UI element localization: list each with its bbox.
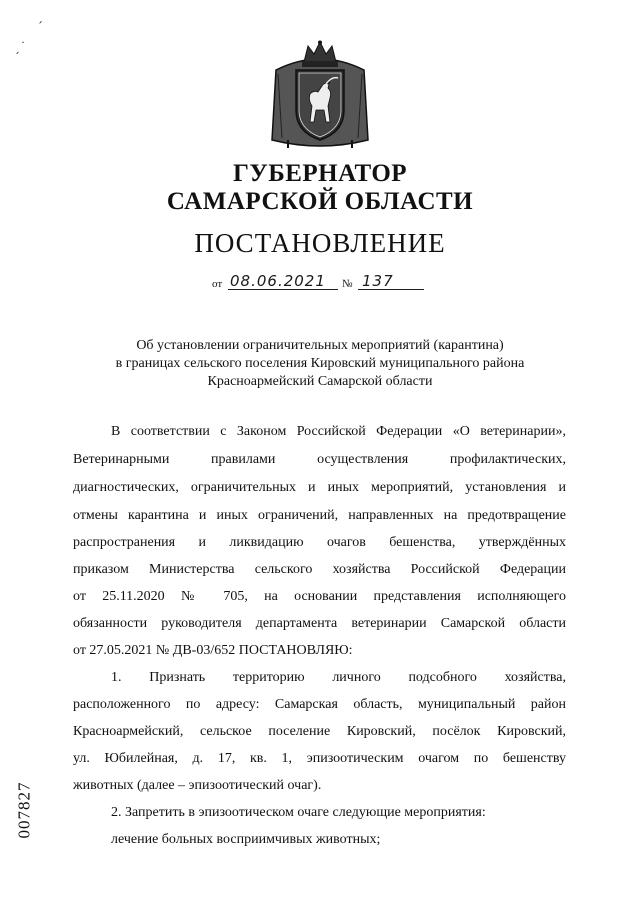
body-line: Ветеринарными правилами осуществления профилактических, [73,452,566,467]
clause-1-line: ул. Юбилейная, д. 17, кв. 1, эпизоотическим очагом по бешенству [73,751,566,766]
date-number-line [210,272,440,292]
registration-stamp [14,768,54,858]
document-type: ПОСТАНОВЛЕНИЕ [194,228,446,258]
number-prefix: № [342,278,353,290]
clause-1-line: 1. Признать территорию личного подсобного хозяйства, [111,670,566,685]
subject-line: Об установлении ограничительных мероприятий (карантина) [136,338,504,353]
body-line: диагностических, ограничительных и иных мероприятий, установления и [73,480,566,495]
subject-line: в границах сельского поселения Кировский муниципального района [115,356,525,371]
body-line: В соответствии с Законом Российской Федерации «О ветеринарии», [111,424,566,439]
scan-mark: ˏ˙ [14,40,26,54]
body-line: от 25.11.2020 № 705, на основании представления исполняющего [73,589,566,604]
date-underline [228,289,338,290]
date-prefix: от [212,278,223,290]
body-line: от 27.05.2021 № ДВ-03/652 ПОСТАНОВЛЯЮ: [73,643,353,658]
issuer-region: САМАРСКОЙ ОБЛАСТИ [166,188,474,215]
samara-coat-of-arms-icon [268,40,372,152]
body-line: приказом Министерства сельского хозяйства Российской Федерации [73,562,566,577]
document-subject [60,337,580,391]
number-underline [358,289,424,290]
clause-1-line: животных (далее – эпизоотический очаг). [73,778,322,793]
scan-mark: ˊ [37,20,43,34]
issuer-title: ГУБЕРНАТОР [232,160,408,187]
subject-line: Красноармейский Самарской области [207,374,433,389]
registration-number: 007827 [14,781,34,839]
body-line: отмены карантина и иных ограничений, направленных на предотвращение [73,508,566,523]
clause-1-line: Красноармейский, сельское поселение Кировский, посёлок Кировский, [73,724,566,739]
clause-1-line: расположенного по адресу: Самарская область, муниципальный район [73,697,566,712]
body-line: распространения и ликвидацию очагов бешенства, утверждённых [73,535,566,550]
document-date: 08.06.2021 [230,272,326,290]
document-number: 137 [362,272,394,290]
clause-2-line: 2. Запретить в эпизоотическом очаге следующие мероприятия: [111,805,486,820]
clause-2-line: лечение больных восприимчивых животных; [111,832,381,847]
body-line: обязанности руководителя департамента ветеринарии Самарской области [73,616,566,631]
